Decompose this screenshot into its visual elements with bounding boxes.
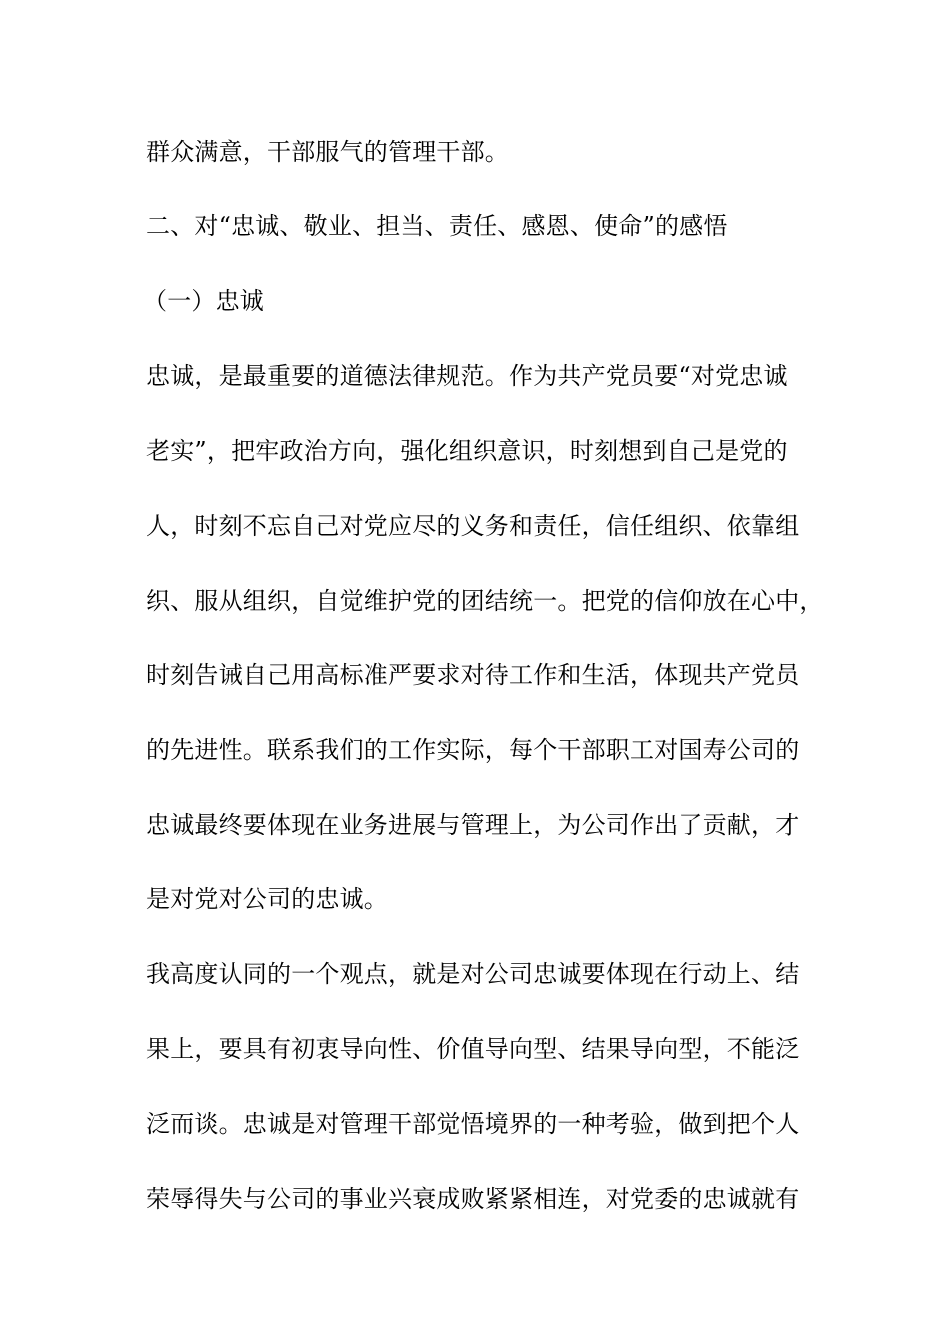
paragraph-line: 织、服从组织，自觉维护党的团结统一。把党的信仰放在心中， (146, 587, 824, 615)
paragraph-line: 时刻告诫自己用高标准严要求对待工作和生活，体现共产党员 (146, 661, 800, 689)
paragraph-line: 我高度认同的一个观点，就是对公司忠诚要体现在行动上、结 (146, 960, 800, 988)
paragraph-line: 忠诚，是最重要的道德法律规范。作为共产党员要“对党忠诚 (146, 362, 788, 390)
paragraph-line: 荣辱得失与公司的事业兴衰成败紧紧相连，对党委的忠诚就有 (146, 1185, 800, 1213)
paragraph-line: 忠诚最终要体现在业务进展与管理上，为公司作出了贡献，才 (146, 811, 800, 839)
paragraph-line: 的先进性。联系我们的工作实际，每个干部职工对国寿公司的 (146, 736, 800, 764)
paragraph-line: 群众满意，干部服气的管理干部。 (146, 138, 509, 166)
paragraph-line: 是对党对公司的忠诚。 (146, 885, 388, 913)
paragraph-line: 泛而谈。忠诚是对管理干部觉悟境界的一种考验，做到把个人 (146, 1110, 800, 1138)
section-heading: 二、对“忠诚、敬业、担当、责任、感恩、使命”的感悟 (146, 212, 728, 240)
subsection-heading: （一）忠诚 (143, 287, 264, 315)
paragraph-line: 果上，要具有初衷导向性、价值导向型、结果导向型，不能泛 (146, 1035, 800, 1063)
paragraph-line: 老实”，把牢政治方向，强化组织意识，时刻想到自己是党的 (146, 437, 788, 465)
paragraph-line: 人，时刻不忘自己对党应尽的义务和责任，信任组织、依靠组 (146, 512, 800, 540)
